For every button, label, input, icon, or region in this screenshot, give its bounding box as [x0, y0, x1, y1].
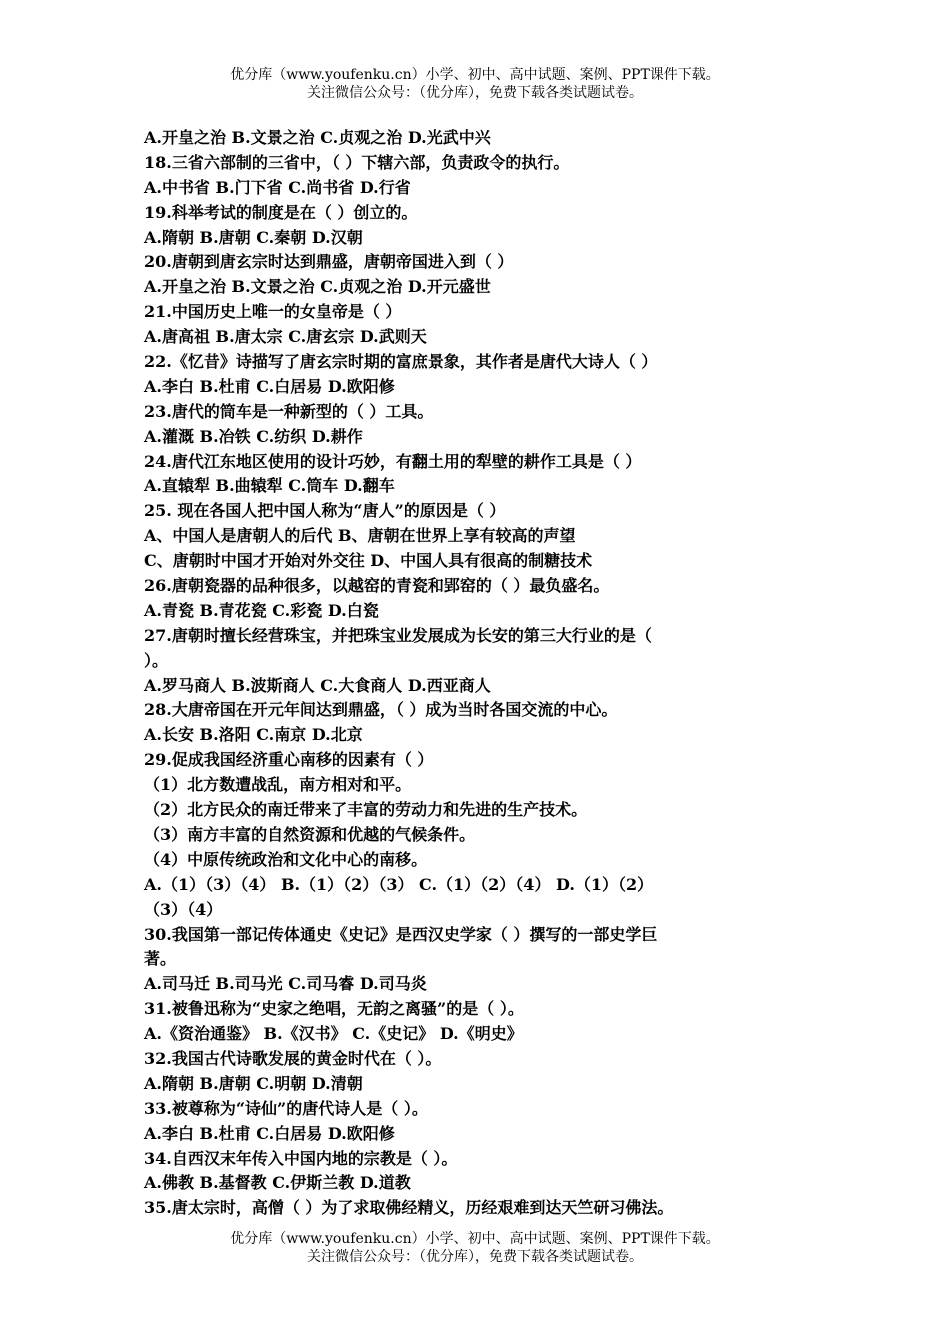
- options-32: A.隋朝 B.唐朝 C.明朝 D.清朝: [144, 1073, 363, 1093]
- question-30-cont: 著。: [144, 949, 177, 969]
- options-18: A.中书省 B.门下省 C.尚书省 D.行省: [144, 177, 411, 197]
- question-19: 19.科举考试的制度是在（ ）创立的。: [144, 202, 418, 222]
- options-28: A.长安 B.洛阳 C.南京 D.北京: [144, 725, 363, 745]
- options-30: A.司马迁 B.司马光 C.司马睿 D.司马炎: [144, 974, 427, 994]
- options-29: A.（1）（3）（4） B.（1）（2）（3） C.（1）（2）（4） D.（1）（2）: [144, 874, 654, 894]
- options-25-ab: A、中国人是唐朝人的后代 B、唐朝在世界上享有较高的声望: [144, 526, 576, 546]
- factor-4: （4）中原传统政治和文化中心的南移。: [144, 849, 428, 869]
- question-27: 27.唐朝时擅长经营珠宝，并把珠宝业发展成为长安的第三大行业的是（: [144, 625, 652, 645]
- footer-line-1: 优分库（www.youfenku.cn）小学、初中、高中试题、案例、PPT课件下载。: [230, 1231, 720, 1247]
- text-line: A.开皇之治 B.文景之治 C.贞观之治 D.光武中兴: [144, 128, 491, 147]
- question-18: 18.三省六部制的三省中，（ ）下辖六部，负责政令的执行。: [144, 152, 570, 172]
- document-body: [144, 126, 814, 1221]
- question-25: 25. 现在各国人把中国人称为“唐人”的原因是（ ）: [144, 501, 506, 521]
- question-27-cont: ）。: [144, 650, 169, 670]
- options-26: A.青瓷 B.青花瓷 C.彩瓷 D.白瓷: [144, 600, 379, 620]
- question-29: 29.促成我国经济重心南移的因素有（ ）: [144, 750, 434, 770]
- options-29-cont: （3）（4）: [144, 899, 223, 919]
- options-33: A.李白 B.杜甫 C.白居易 D.欧阳修: [144, 1123, 395, 1143]
- question-24: 24.唐代江东地区使用的设计巧妙，有翻土用的犁壁的耕作工具是（ ）: [144, 451, 642, 471]
- question-33: 33.被尊称为“诗仙”的唐代诗人是（ ）。: [144, 1098, 428, 1118]
- question-32: 32.我国古代诗歌发展的黄金时代在（ ）。: [144, 1048, 442, 1068]
- question-23: 23.唐代的筒车是一种新型的（ ）工具。: [144, 401, 434, 421]
- question-20: 20.唐朝到唐玄宗时达到鼎盛，唐朝帝国进入到（ ）: [144, 252, 514, 272]
- question-35: 35.唐太宗时，高僧（ ）为了求取佛经精义，历经艰难到达天竺研习佛法。: [144, 1198, 674, 1218]
- footer-line-2: 关注微信公众号：（优分库），免费下载各类试题试卷。: [307, 1249, 643, 1265]
- options-19: A.隋朝 B.唐朝 C.秦朝 D.汉朝: [144, 227, 363, 247]
- header-line-1: 优分库（www.youfenku.cn）小学、初中、高中试题、案例、PPT课件下载。: [230, 67, 720, 83]
- options-27: A.罗马商人 B.波斯商人 C.大食商人 D.西亚商人: [144, 675, 491, 695]
- page-footer: [0, 1230, 950, 1266]
- page-header: [0, 66, 950, 102]
- options-23: A.灌溉 B.冶铁 C.纺织 D.耕作: [144, 426, 363, 446]
- options-31: A.《资治通鉴》 B.《汉书》 C.《史记》 D.《明史》: [144, 1024, 523, 1044]
- header-line-2: 关注微信公众号：（优分库），免费下载各类试题试卷。: [307, 85, 643, 101]
- question-34: 34.自西汉末年传入中国内地的宗教是（ ）。: [144, 1148, 458, 1168]
- factor-2: （2）北方民众的南迁带来了丰富的劳动力和先进的生产技术。: [144, 800, 588, 820]
- question-22: 22.《忆昔》诗描写了唐玄宗时期的富庶景象，其作者是唐代大诗人（ ）: [144, 352, 658, 372]
- question-26: 26.唐朝瓷器的品种很多，以越窑的青瓷和郢窑的（ ）最负盛名。: [144, 576, 610, 596]
- factor-1: （1）北方数遭战乱，南方相对和平。: [144, 775, 412, 795]
- options-21: A.唐高祖 B.唐太宗 C.唐玄宗 D.武则天: [144, 327, 427, 347]
- question-30: 30.我国第一部记传体通史《史记》是西汉史学家（ ）撰写的一部史学巨: [144, 924, 658, 944]
- options-22: A.李白 B.杜甫 C.白居易 D.欧阳修: [144, 376, 395, 396]
- factor-3: （3）南方丰富的自然资源和优越的气候条件。: [144, 824, 476, 844]
- question-28: 28.大唐帝国在开元年间达到鼎盛，（ ）成为当时各国交流的中心。: [144, 700, 618, 720]
- question-21: 21.中国历史上唯一的女皇帝是（ ）: [144, 302, 402, 322]
- options-24: A.直辕犁 B.曲辕犁 C.筒车 D.翻车: [144, 476, 395, 496]
- options-25-cd: C、唐朝时中国才开始对外交往 D、中国人具有很高的制糖技术: [144, 551, 593, 571]
- options-20: A.开皇之治 B.文景之治 C.贞观之治 D.开元盛世: [144, 277, 491, 297]
- question-31: 31.被鲁迅称为“史家之绝唱，无韵之离骚”的是（ ）。: [144, 999, 524, 1019]
- options-34: A.佛教 B.基督教 C.伊斯兰教 D.道教: [144, 1173, 411, 1193]
